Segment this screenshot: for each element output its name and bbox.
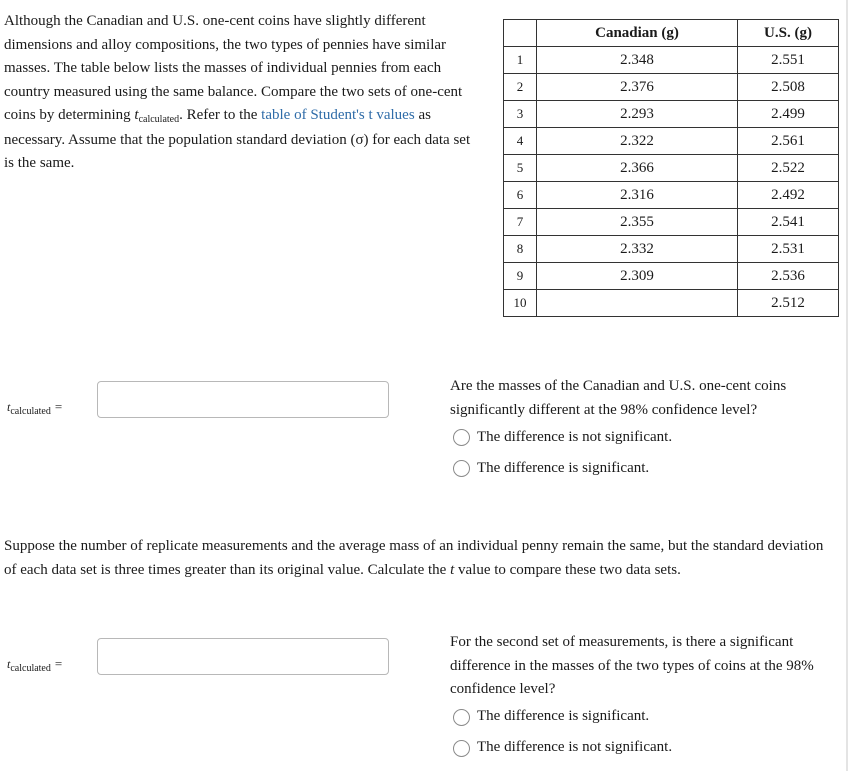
header-canadian: Canadian (g) — [537, 20, 738, 47]
us-mass: 2.512 — [738, 290, 839, 317]
row-index: 3 — [504, 101, 537, 128]
canadian-mass: 2.316 — [537, 182, 738, 209]
radio-button[interactable] — [453, 460, 470, 477]
penny-mass-table — [503, 19, 839, 317]
radio-button[interactable] — [453, 429, 470, 446]
table-row — [504, 290, 839, 317]
row-index: 10 — [504, 290, 537, 317]
table-row — [504, 155, 839, 182]
canadian-mass: 2.332 — [537, 236, 738, 263]
canadian-mass — [537, 290, 738, 317]
t-symbol: t — [450, 561, 455, 578]
question-1 — [450, 375, 835, 484]
option-significant-1[interactable] — [450, 453, 835, 484]
row-index: 2 — [504, 74, 537, 101]
table-row — [504, 101, 839, 128]
t-table-link[interactable]: table of Student's t values — [261, 107, 415, 123]
table-row — [504, 236, 839, 263]
canadian-mass: 2.355 — [537, 209, 738, 236]
row-index: 7 — [504, 209, 537, 236]
option-label: The difference is significant. — [477, 708, 650, 725]
header-index — [504, 20, 537, 47]
canadian-mass: 2.366 — [537, 155, 738, 182]
intro-text-3: as necessary. Assume that the population standard deviation (σ) for each data set is the same. — [4, 107, 471, 171]
table-row — [504, 182, 839, 209]
t-symbol: t — [7, 657, 11, 671]
radio-button[interactable] — [453, 740, 470, 757]
intro-text: Although the Canadian and U.S. one-cent coins have slightly different dimensions and alloy compositions, the two types of pennies have similar masses. The table below lists the masses of individual pennies from each country measured using the same balance. Compare the two sets of one-cent coins by determining — [4, 13, 463, 123]
table-row — [504, 209, 839, 236]
us-mass: 2.531 — [738, 236, 839, 263]
question-2 — [450, 631, 835, 764]
t-calculated-label-2 — [7, 656, 62, 672]
table-row — [504, 74, 839, 101]
question-2-text: For the second set of measurements, is there a significant difference in the masses of the two types of coins at the 98% confidence level? — [450, 634, 814, 697]
t-subscript: calculated — [10, 406, 51, 417]
row-index: 4 — [504, 128, 537, 155]
row-index: 9 — [504, 263, 537, 290]
t-subscript: calculated — [138, 114, 180, 125]
t-calculated-input-1[interactable] — [97, 381, 389, 418]
part-2-intro — [4, 535, 839, 582]
table-row — [504, 263, 839, 290]
row-index: 6 — [504, 182, 537, 209]
header-us: U.S. (g) — [738, 20, 839, 47]
row-index: 1 — [504, 47, 537, 74]
us-mass: 2.492 — [738, 182, 839, 209]
option-label: The difference is not significant. — [477, 428, 673, 445]
t-calculated-input-2[interactable] — [97, 638, 389, 675]
option-label: The difference is not significant. — [477, 739, 673, 756]
intro-text-2: . Refer to the — [179, 107, 262, 123]
us-mass: 2.508 — [738, 74, 839, 101]
option-not-significant-1[interactable] — [450, 422, 835, 453]
canadian-mass: 2.309 — [537, 263, 738, 290]
canadian-mass: 2.322 — [537, 128, 738, 155]
t-symbol: t — [134, 107, 139, 123]
us-mass: 2.499 — [738, 101, 839, 128]
radio-button[interactable] — [453, 709, 470, 726]
t-subscript: calculated — [10, 663, 51, 674]
us-mass: 2.561 — [738, 128, 839, 155]
option-significant-2[interactable] — [450, 702, 835, 733]
row-index: 5 — [504, 155, 537, 182]
table-row — [504, 47, 839, 74]
us-mass: 2.541 — [738, 209, 839, 236]
t-calculated-label-1 — [7, 399, 62, 415]
us-mass: 2.551 — [738, 47, 839, 74]
problem-intro — [4, 10, 474, 176]
option-not-significant-2[interactable] — [450, 733, 835, 764]
equals-sign: = — [54, 399, 63, 414]
canadian-mass: 2.376 — [537, 74, 738, 101]
option-label: The difference is significant. — [477, 459, 650, 476]
table-header-row — [504, 20, 839, 47]
canadian-mass: 2.348 — [537, 47, 738, 74]
part-2-text: Suppose the number of replicate measurements and the average mass of an individual penny remain the same, but the standard deviation of each data set is three times greater than its original value. Calculate the — [4, 538, 824, 578]
equals-sign: = — [54, 656, 63, 671]
row-index: 8 — [504, 236, 537, 263]
part-2-text-2: value to compare these two data sets. — [454, 561, 681, 578]
table-row — [504, 128, 839, 155]
t-symbol: t — [7, 400, 11, 414]
us-mass: 2.522 — [738, 155, 839, 182]
us-mass: 2.536 — [738, 263, 839, 290]
canadian-mass: 2.293 — [537, 101, 738, 128]
question-1-text: Are the masses of the Canadian and U.S. one-cent coins significantly different at the 98% confidence level? — [450, 378, 787, 418]
